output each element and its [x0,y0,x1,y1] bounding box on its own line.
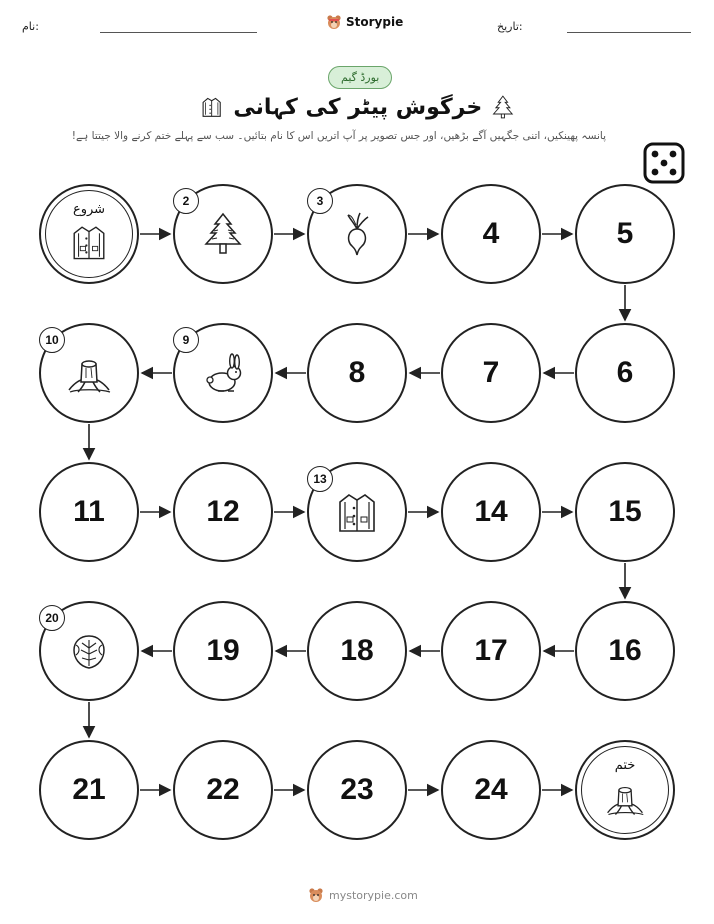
space-number: 7 [482,356,500,389]
space-number: 23 [340,773,374,806]
rabbit-icon [200,350,246,396]
board-game-badge: بورڈ گیم [328,66,392,89]
board-space-13[interactable] [307,462,407,562]
board-space-11[interactable] [39,462,139,562]
radish-icon [334,211,380,257]
board-space-17[interactable] [441,601,541,701]
space-number: 12 [206,495,240,528]
stump-icon [605,778,645,818]
space-number-badge: 3 [307,188,333,214]
start-label: شروع [72,202,106,217]
space-number: 5 [616,217,634,250]
coat-icon [334,489,380,535]
lettuce-icon [66,628,112,674]
stump-icon [66,350,112,396]
finish-label: ختم [614,758,636,773]
space-number: 24 [474,773,508,806]
footer [308,887,418,903]
board-space-14[interactable] [441,462,541,562]
space-number: 6 [616,356,634,389]
board-space-10[interactable] [39,323,139,423]
space-number-badge: 9 [173,327,199,353]
board-space-8[interactable] [307,323,407,423]
space-number: 16 [608,634,642,667]
board-space-19[interactable] [173,601,273,701]
board-space-3[interactable] [307,184,407,284]
space-number: 21 [72,773,106,806]
space-number: 14 [474,495,508,528]
tree-icon [200,211,246,257]
board-space-7[interactable] [441,323,541,423]
board-space-2[interactable] [173,184,273,284]
board-space-5[interactable] [575,184,675,284]
board-space-18[interactable] [307,601,407,701]
board-space-16[interactable] [575,601,675,701]
space-number: 18 [340,634,374,667]
space-number: 4 [482,217,500,250]
instructions: پانسہ پھینکیں، اتنی جگہیں آگے بڑھیں، اور جس تصویر پر آپ اتریں اس کا نام بتائیں۔ سب سے پہلے ختم کرنے والا جیتتا ہے! [71,130,606,142]
space-number-badge: 10 [39,327,65,353]
space-number: 22 [206,773,240,806]
space-number: 19 [206,634,240,667]
space-number: 15 [608,495,642,528]
date-label: تاریخ: [497,20,523,33]
board-space-9[interactable] [173,323,273,423]
space-number-badge: 13 [307,466,333,492]
board-space-4[interactable] [441,184,541,284]
space-number: 8 [348,356,366,389]
space-number: 17 [474,634,508,667]
board-space-23[interactable] [307,740,407,840]
space-number-badge: 20 [39,605,65,631]
name-label: نام: [22,20,39,33]
finish-space[interactable] [575,740,675,840]
brand-name: Storypie [346,15,404,29]
space-number: 11 [73,495,105,528]
footer-url[interactable]: mystorypie.com [329,888,418,902]
board-space-24[interactable] [441,740,541,840]
board-space-15[interactable] [575,462,675,562]
board-space-21[interactable] [39,740,139,840]
space-number-badge: 2 [173,188,199,214]
board-space-20[interactable] [39,601,139,701]
page-title: خرگوش پیٹر کی کہانی [233,94,483,120]
bear-logo-icon [308,887,324,903]
board-space-6[interactable] [575,323,675,423]
board-space-22[interactable] [173,740,273,840]
start-space[interactable] [39,184,139,284]
board-space-12[interactable] [173,462,273,562]
coat-icon [69,222,109,262]
